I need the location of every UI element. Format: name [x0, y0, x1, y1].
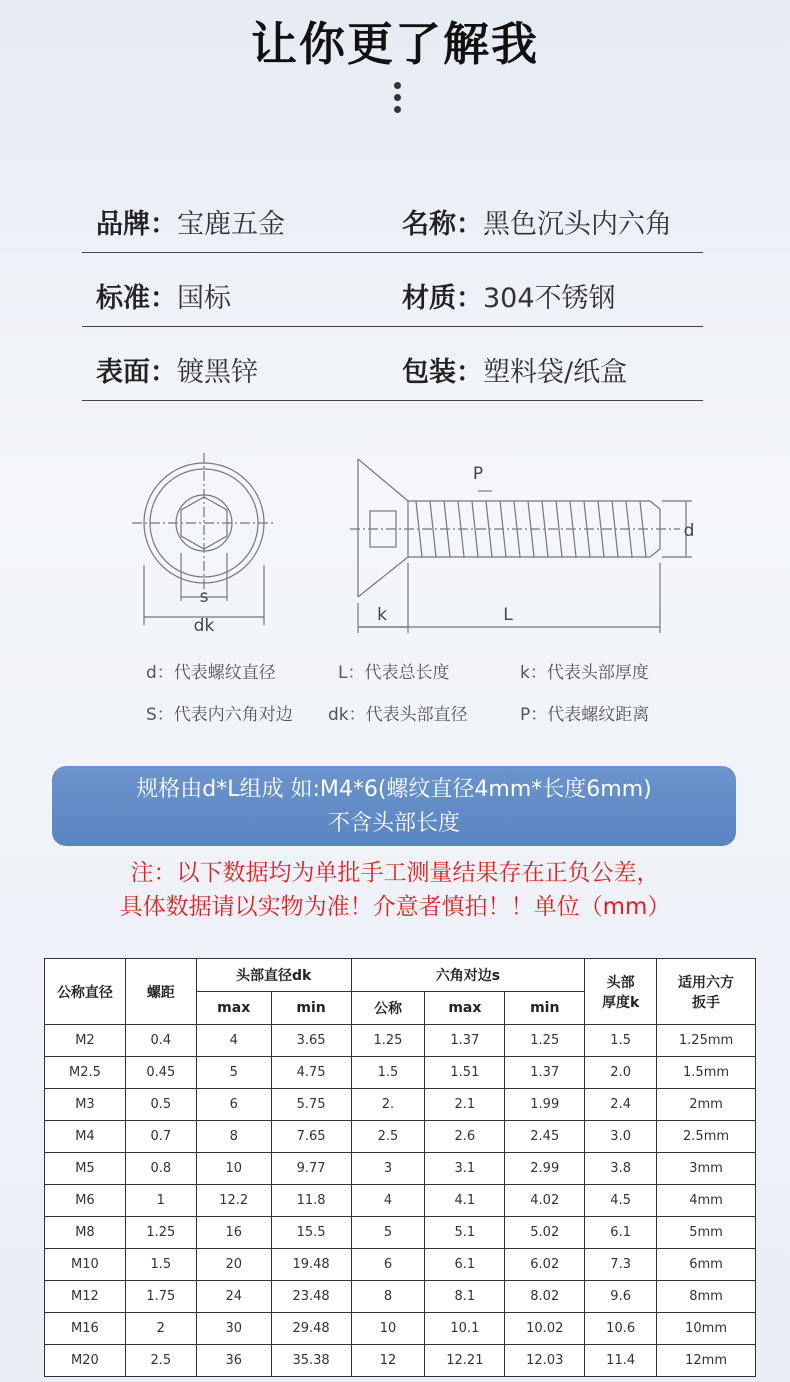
table-cell: 1.5 [585, 1025, 657, 1057]
label-l: L [503, 605, 513, 625]
package-key: 包装： [402, 357, 483, 388]
table-cell: 9.77 [271, 1153, 351, 1185]
table-cell: 6 [196, 1089, 271, 1121]
table-cell: 11.8 [271, 1185, 351, 1217]
table-row [45, 1153, 756, 1185]
table-cell: 2. [351, 1089, 425, 1121]
table-cell: 24 [196, 1281, 271, 1313]
header-wrench [657, 959, 756, 1025]
table-cell: 5.02 [505, 1217, 585, 1249]
header-dk: 头部直径dk [196, 959, 351, 992]
header-nominal: 公称直径 [45, 959, 126, 1025]
table-cell: 4 [196, 1025, 271, 1057]
table-cell: 1.75 [125, 1281, 196, 1313]
table-cell: 3.65 [271, 1025, 351, 1057]
table-cell: 4.02 [505, 1185, 585, 1217]
table-cell: 8mm [657, 1281, 756, 1313]
legend-l: L：代表总长度 [338, 663, 450, 683]
table-row [45, 1185, 756, 1217]
note-line2: 具体数据请以实物为准！介意者慎拍！！单位（mm） [119, 894, 671, 920]
vertical-dots-icon [394, 82, 402, 118]
table-cell: 12.03 [505, 1345, 585, 1377]
table-cell: M2 [45, 1025, 126, 1057]
legend-s: S：代表内六角对边 [146, 705, 293, 725]
table-cell: 3.0 [585, 1121, 657, 1153]
table-row [45, 1249, 756, 1281]
spec-table [44, 958, 756, 1377]
table-cell: 1.25 [125, 1217, 196, 1249]
table-cell: 8.02 [505, 1281, 585, 1313]
table-cell: M3 [45, 1089, 126, 1121]
table-cell: 5.75 [271, 1089, 351, 1121]
table-cell: 2.5 [125, 1345, 196, 1377]
table-row [45, 1025, 756, 1057]
screw-diagram [120, 445, 710, 645]
table-cell: 4.5 [585, 1185, 657, 1217]
table-cell: 5 [351, 1217, 425, 1249]
table-cell: 1.5 [125, 1249, 196, 1281]
table-row [45, 1345, 756, 1377]
table-cell: M2.5 [45, 1057, 126, 1089]
table-cell: 12 [351, 1345, 425, 1377]
table-cell: 1.37 [425, 1025, 505, 1057]
standard-value: 国标 [177, 283, 231, 314]
table-cell: 0.7 [125, 1121, 196, 1153]
table-cell: M8 [45, 1217, 126, 1249]
table-cell: 6.02 [505, 1249, 585, 1281]
table-cell: 1.5 [351, 1057, 425, 1089]
table-cell: 1.51 [425, 1057, 505, 1089]
table-cell: 10mm [657, 1313, 756, 1345]
header-dk-min: min [271, 992, 351, 1025]
table-cell: 3 [351, 1153, 425, 1185]
table-cell: 7.3 [585, 1249, 657, 1281]
table-cell: 12mm [657, 1345, 756, 1377]
surface-key: 表面： [96, 357, 177, 388]
header-dk-max: max [196, 992, 271, 1025]
table-cell: M6 [45, 1185, 126, 1217]
table-row [45, 1281, 756, 1313]
table-cell: 3.1 [425, 1153, 505, 1185]
surface-value: 镀黑锌 [177, 357, 258, 388]
header-k [585, 959, 657, 1025]
table-cell: 2.99 [505, 1153, 585, 1185]
table-cell: 1.25mm [657, 1025, 756, 1057]
table-cell: 19.48 [271, 1249, 351, 1281]
table-cell: 5.1 [425, 1217, 505, 1249]
table-row [45, 1057, 756, 1089]
table-cell: 2.5mm [657, 1121, 756, 1153]
package-value: 塑料袋/纸盒 [483, 357, 628, 388]
table-cell: 15.5 [271, 1217, 351, 1249]
header-wrench-line2: 扳手 [692, 994, 721, 1011]
label-dk: dk [193, 616, 215, 636]
info-row [82, 254, 703, 327]
table-cell: 2.4 [585, 1089, 657, 1121]
legend-d: d：代表螺纹直径 [146, 663, 276, 683]
table-cell: 10.1 [425, 1313, 505, 1345]
standard-key: 标准： [96, 283, 177, 314]
table-cell: 4mm [657, 1185, 756, 1217]
table-cell: M20 [45, 1345, 126, 1377]
table-cell: M4 [45, 1121, 126, 1153]
table-cell: 4.75 [271, 1057, 351, 1089]
table-cell: 1.37 [505, 1057, 585, 1089]
brand-value: 宝鹿五金 [177, 209, 285, 240]
header-pitch: 螺距 [125, 959, 196, 1025]
brand-key: 品牌： [96, 209, 177, 240]
table-cell: 2.0 [585, 1057, 657, 1089]
table-cell: 4.1 [425, 1185, 505, 1217]
page-title: 让你更了解我 [251, 17, 539, 71]
header-k-line2: 厚度k [601, 994, 640, 1011]
table-cell: 8.1 [425, 1281, 505, 1313]
table-cell: 0.5 [125, 1089, 196, 1121]
info-row [82, 328, 703, 401]
header-s-nominal: 公称 [351, 992, 425, 1025]
table-cell: 11.4 [585, 1345, 657, 1377]
table-cell: 4 [351, 1185, 425, 1217]
table-row [45, 1313, 756, 1345]
table-cell: 2mm [657, 1089, 756, 1121]
table-cell: 5mm [657, 1217, 756, 1249]
label-d: d [683, 521, 695, 541]
table-cell: 8 [351, 1281, 425, 1313]
table-row [45, 1121, 756, 1153]
table-cell: 6.1 [425, 1249, 505, 1281]
table-cell: M16 [45, 1313, 126, 1345]
table-cell: 3.8 [585, 1153, 657, 1185]
table-cell: 23.48 [271, 1281, 351, 1313]
table-cell: 5 [196, 1057, 271, 1089]
table-cell: 6mm [657, 1249, 756, 1281]
table-cell: 29.48 [271, 1313, 351, 1345]
spec-banner [52, 766, 736, 846]
legend-dk: dk：代表头部直径 [328, 705, 468, 725]
header-k-line1: 头部 [606, 974, 635, 991]
spec-banner-line2: 不含头部长度 [327, 811, 460, 836]
legend-k: k：代表头部厚度 [520, 663, 649, 683]
table-cell: 10.02 [505, 1313, 585, 1345]
table-cell: 3mm [657, 1153, 756, 1185]
table-cell: 9.6 [585, 1281, 657, 1313]
spec-banner-line1: 规格由d*L组成 如:M4*6(螺纹直径4mm*长度6mm) [136, 777, 652, 802]
table-cell: 12.21 [425, 1345, 505, 1377]
table-cell: M10 [45, 1249, 126, 1281]
table-cell: 2 [125, 1313, 196, 1345]
table-cell: 1 [125, 1185, 196, 1217]
table-row [45, 1217, 756, 1249]
header-s-max: max [425, 992, 505, 1025]
table-cell: 12.2 [196, 1185, 271, 1217]
info-row [82, 180, 703, 253]
label-p: P [472, 464, 484, 484]
table-cell: 7.65 [271, 1121, 351, 1153]
table-cell: 10 [196, 1153, 271, 1185]
table-cell: 20 [196, 1249, 271, 1281]
table-cell: 0.45 [125, 1057, 196, 1089]
table-cell: 6.1 [585, 1217, 657, 1249]
table-cell: 2.45 [505, 1121, 585, 1153]
table-cell: 2.5 [351, 1121, 425, 1153]
table-cell: 0.8 [125, 1153, 196, 1185]
table-cell: M5 [45, 1153, 126, 1185]
table-cell: 16 [196, 1217, 271, 1249]
name-value: 黑色沉头内六角 [483, 209, 672, 240]
label-k: k [377, 605, 387, 625]
label-s: s [199, 587, 209, 607]
header-wrench-line1: 适用六方 [678, 974, 735, 991]
table-cell: 1.5mm [657, 1057, 756, 1089]
table-cell: 8 [196, 1121, 271, 1153]
table-cell: 36 [196, 1345, 271, 1377]
table-cell: M12 [45, 1281, 126, 1313]
table-cell: 35.38 [271, 1345, 351, 1377]
table-row [45, 1089, 756, 1121]
table-cell: 2.1 [425, 1089, 505, 1121]
legend-p: P：代表螺纹距离 [520, 705, 650, 725]
table-cell: 1.99 [505, 1089, 585, 1121]
note-line1: 注：以下数据均为单批手工测量结果存在正负公差， [130, 860, 660, 886]
table-cell: 30 [196, 1313, 271, 1345]
table-cell: 10 [351, 1313, 425, 1345]
table-cell: 1.25 [505, 1025, 585, 1057]
material-value: 304不锈钢 [483, 283, 616, 314]
header-s: 六角对边s [351, 959, 585, 992]
header-s-min: min [505, 992, 585, 1025]
table-cell: 6 [351, 1249, 425, 1281]
material-key: 材质： [402, 283, 483, 314]
table-cell: 10.6 [585, 1313, 657, 1345]
table-cell: 1.25 [351, 1025, 425, 1057]
name-key: 名称： [402, 209, 483, 240]
table-cell: 2.6 [425, 1121, 505, 1153]
table-cell: 0.4 [125, 1025, 196, 1057]
